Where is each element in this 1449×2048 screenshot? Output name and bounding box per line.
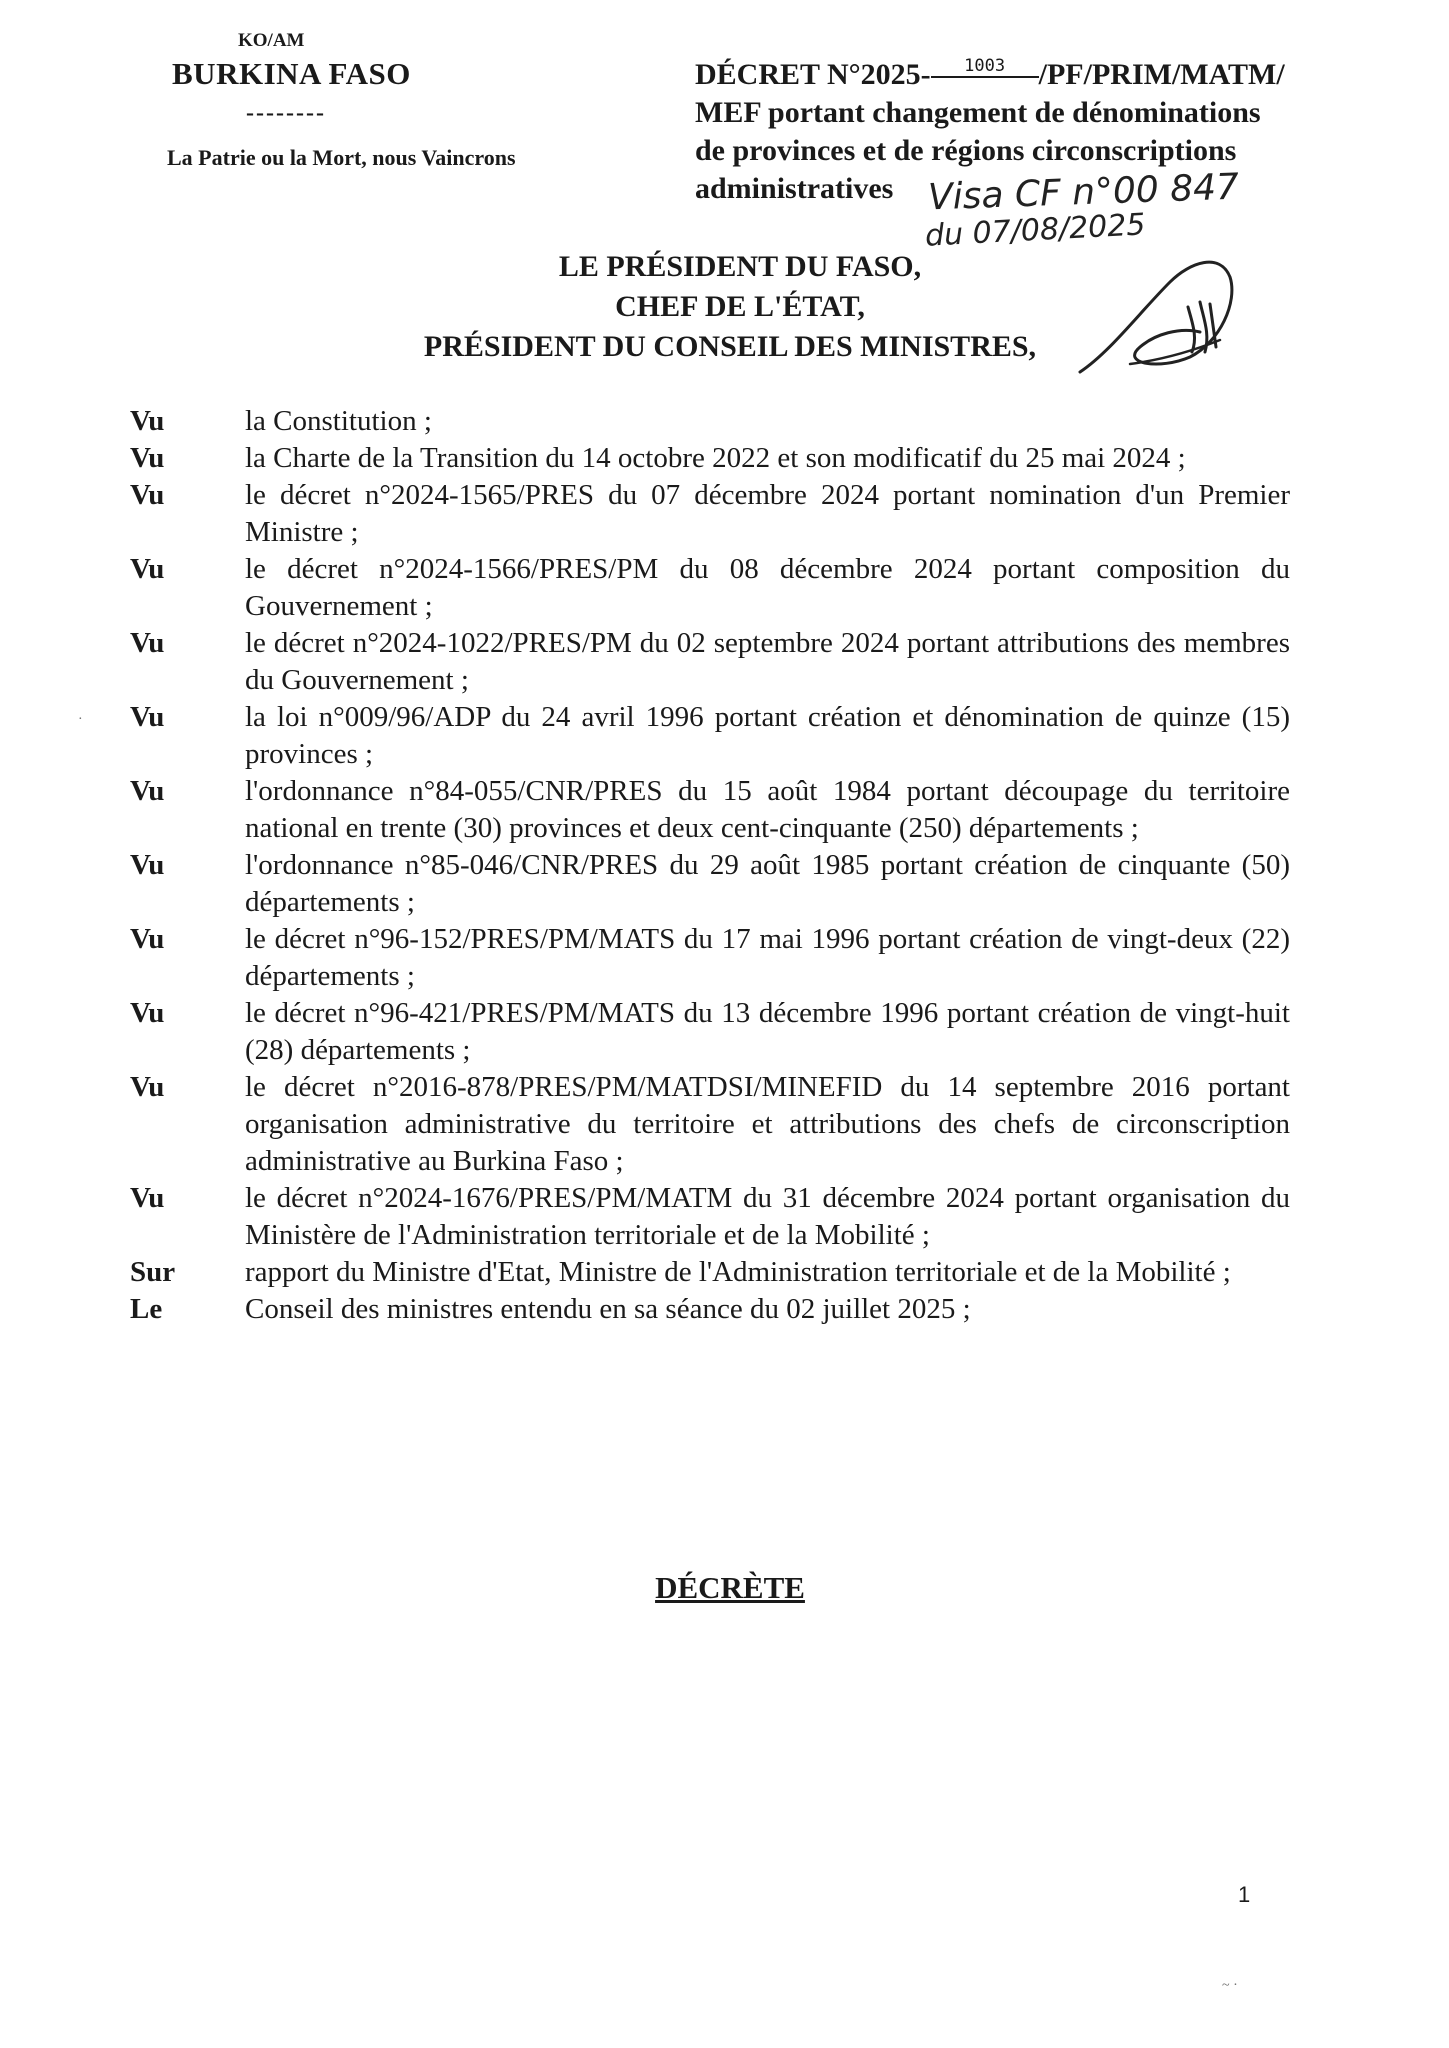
decree-suffix: /PF/PRIM/MATM/: [1038, 58, 1285, 91]
national-motto: La Patrie ou la Mort, nous Vaincrons: [167, 145, 516, 170]
handwritten-visa: Visa CF n°00 847: [927, 166, 1240, 219]
signature-icon: [1070, 252, 1240, 387]
decree-number-field: 1003: [931, 56, 1039, 78]
decree-title-line1: [695, 56, 1355, 94]
consideration-keyword: Vu: [130, 849, 165, 881]
document-reference: KO/AM: [238, 30, 305, 51]
consideration-item: [130, 403, 1290, 440]
decrete-heading: DÉCRÈTE: [655, 1570, 805, 1605]
consideration-text: le décret n°2024-1566/PRES/PM du 08 décembre 2024 portant composition du Gouvernement ;: [245, 553, 1290, 622]
consideration-text: la Charte de la Transition du 14 octobre 2022 et son modificatif du 25 mai 2024 ;: [245, 442, 1186, 474]
president-line1: LE PRÉSIDENT DU FASO,: [558, 250, 922, 283]
president-line3: PRÉSIDENT DU CONSEIL DES MINISTRES,: [423, 330, 1037, 363]
consideration-keyword: Le: [130, 1293, 163, 1325]
consideration-keyword: Vu: [130, 442, 165, 474]
header-separator: --------: [246, 100, 326, 126]
consideration-keyword: Vu: [130, 1182, 165, 1214]
president-heading: [360, 247, 1120, 367]
decree-title-line2: MEF portant changement de dénominations: [695, 96, 1261, 129]
consideration-item: [130, 995, 1290, 1069]
president-line2: CHEF DE L'ÉTAT,: [615, 290, 865, 323]
considerations-list: [130, 403, 1290, 1328]
consideration-keyword: Vu: [130, 997, 165, 1029]
scan-speck: ~ ·: [1222, 1978, 1238, 1993]
country-name: BURKINA FASO: [172, 56, 411, 91]
decree-title-line3: de provinces et de régions circonscriptions: [695, 134, 1237, 167]
consideration-text: le décret n°2024-1676/PRES/PM/MATM du 31 décembre 2024 portant organisation du Ministère de l'Administration territoriale et de la Mobilité ;: [245, 1182, 1290, 1251]
consideration-item: [130, 1069, 1290, 1180]
consideration-text: le décret n°2016-878/PRES/PM/MATDSI/MINEFID du 14 septembre 2016 portant organisation administrative du territoire et attributions des chefs de circonscription administrative au Burkina Faso ;: [245, 1071, 1290, 1177]
page-number: 1: [1238, 1882, 1251, 1907]
consideration-text: le décret n°96-152/PRES/PM/MATS du 17 mai 1996 portant création de vingt-deux (22) départements ;: [245, 923, 1290, 992]
consideration-text: rapport du Ministre d'Etat, Ministre de l'Administration territoriale et de la Mobilité ;: [245, 1256, 1231, 1288]
consideration-item: [130, 1180, 1290, 1254]
consideration-keyword: Vu: [130, 627, 165, 659]
consideration-text: l'ordonnance n°84-055/CNR/PRES du 15 août 1984 portant découpage du territoire national en trente (30) provinces et deux cent-cinquante (250) départements ;: [245, 775, 1290, 844]
consideration-text: le décret n°2024-1022/PRES/PM du 02 septembre 2024 portant attributions des membres du Gouvernement ;: [245, 627, 1290, 696]
decree-title-line4: administratives: [695, 172, 894, 205]
consideration-item: [130, 699, 1290, 773]
consideration-item: [130, 773, 1290, 847]
consideration-item: [130, 477, 1290, 551]
consideration-keyword: Vu: [130, 1071, 165, 1103]
consideration-text: la loi n°009/96/ADP du 24 avril 1996 portant création et dénomination de quinze (15) provinces ;: [245, 701, 1290, 770]
consideration-keyword: Vu: [130, 775, 165, 807]
consideration-text: le décret n°2024-1565/PRES du 07 décembre 2024 portant nomination d'un Premier Ministre ;: [245, 479, 1290, 548]
consideration-text: la Constitution ;: [245, 405, 432, 437]
consideration-item: [130, 1291, 1290, 1328]
consideration-item: [130, 921, 1290, 995]
decree-prefix: DÉCRET N°2025-: [695, 58, 931, 91]
scan-speck: ·: [78, 712, 83, 727]
consideration-text: Conseil des ministres entendu en sa séance du 02 juillet 2025 ;: [245, 1293, 971, 1325]
consideration-keyword: Sur: [130, 1256, 176, 1288]
consideration-keyword: Vu: [130, 923, 165, 955]
consideration-text: le décret n°96-421/PRES/PM/MATS du 13 décembre 1996 portant création de vingt-huit (28) départements ;: [245, 997, 1290, 1066]
consideration-item: [130, 847, 1290, 921]
consideration-text: l'ordonnance n°85-046/CNR/PRES du 29 août 1985 portant création de cinquante (50) départements ;: [245, 849, 1290, 918]
consideration-keyword: Vu: [130, 479, 165, 511]
handwritten-visa-date: du 07/08/2025: [924, 207, 1147, 254]
consideration-item: [130, 1254, 1290, 1291]
consideration-item: [130, 440, 1290, 477]
consideration-keyword: Vu: [130, 553, 165, 585]
consideration-item: [130, 551, 1290, 625]
consideration-keyword: Vu: [130, 405, 165, 437]
consideration-item: [130, 625, 1290, 699]
consideration-keyword: Vu: [130, 701, 165, 733]
